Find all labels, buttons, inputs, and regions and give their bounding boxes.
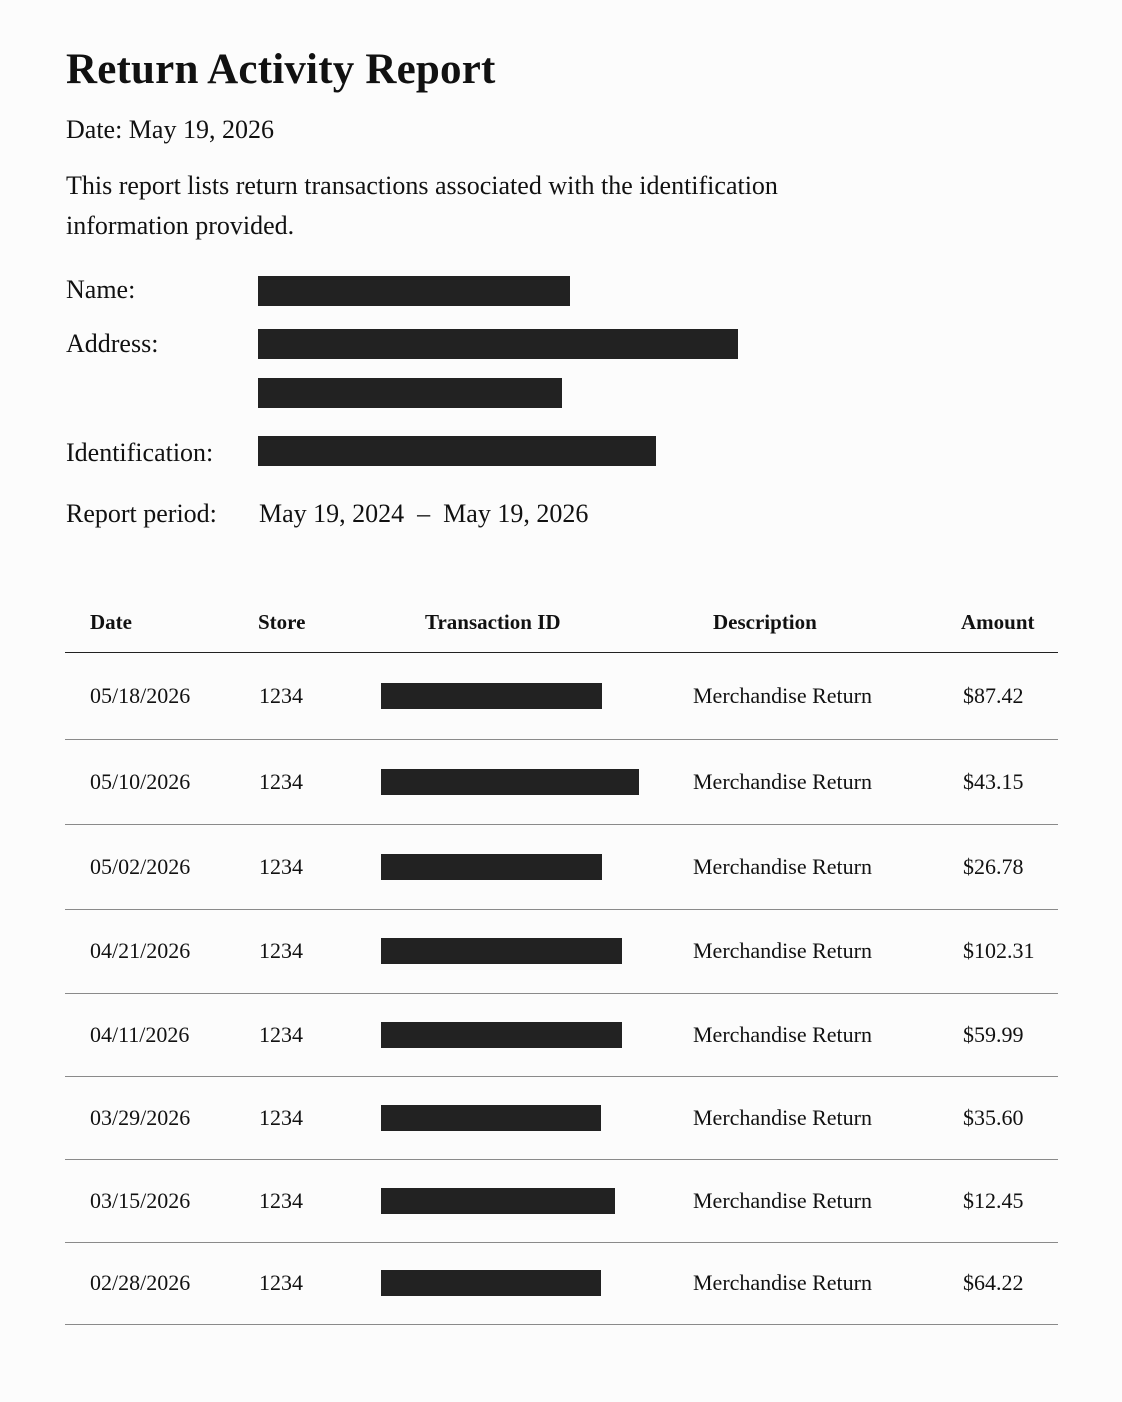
row-date: 03/15/2026 — [90, 1187, 191, 1213]
row-divider — [65, 1324, 1058, 1325]
transaction-id-redaction — [381, 938, 622, 964]
row-store: 1234 — [259, 768, 303, 794]
column-header-transaction-id: Transaction ID — [425, 610, 561, 634]
transaction-id-redaction — [381, 1270, 601, 1296]
address-redaction-line-1 — [258, 329, 738, 359]
row-amount: $26.78 — [963, 853, 1024, 879]
row-divider — [65, 993, 1058, 994]
row-description: Merchandise Return — [693, 1270, 872, 1295]
row-date: 05/18/2026 — [90, 683, 191, 708]
column-header-amount: Amount — [961, 610, 1035, 634]
column-header-description: Description — [713, 610, 817, 634]
name-redaction — [258, 276, 570, 306]
row-amount: $12.45 — [963, 1187, 1024, 1213]
row-description: Merchandise Return — [693, 1187, 872, 1213]
transaction-id-redaction — [381, 1105, 601, 1131]
column-header-store: Store — [258, 610, 306, 634]
identification-redaction — [258, 436, 656, 466]
row-store: 1234 — [259, 853, 303, 879]
transaction-id-redaction — [381, 1188, 615, 1214]
row-description: Merchandise Return — [693, 1021, 872, 1047]
row-description: Merchandise Return — [693, 768, 872, 794]
row-description: Merchandise Return — [693, 1104, 872, 1130]
row-date: 04/21/2026 — [90, 938, 191, 963]
row-store: 1234 — [259, 1187, 303, 1213]
column-header-date: Date — [90, 610, 132, 634]
address-redaction-line-2 — [258, 378, 562, 408]
row-amount: $35.60 — [963, 1104, 1024, 1130]
row-description: Merchandise Return — [693, 853, 872, 879]
row-store: 1234 — [259, 683, 303, 708]
row-date: 05/10/2026 — [90, 768, 191, 794]
row-date: 03/29/2026 — [90, 1104, 191, 1130]
row-store: 1234 — [259, 1021, 303, 1047]
row-divider — [65, 824, 1058, 825]
row-divider — [65, 1076, 1058, 1077]
row-date: 05/02/2026 — [90, 853, 191, 879]
row-divider — [65, 739, 1058, 740]
row-store: 1234 — [259, 938, 303, 963]
name-label: Name: — [66, 275, 136, 304]
transaction-id-redaction — [381, 769, 639, 795]
row-amount: $43.15 — [963, 768, 1024, 794]
report-period-value: May 19, 2024 – May 19, 2026 — [259, 499, 589, 528]
row-store: 1234 — [259, 1270, 303, 1295]
transaction-id-redaction — [381, 854, 602, 880]
transaction-id-redaction — [381, 1022, 622, 1048]
row-date: 04/11/2026 — [90, 1021, 190, 1047]
row-store: 1234 — [259, 1104, 303, 1130]
address-label: Address: — [66, 329, 159, 358]
row-divider — [65, 1242, 1058, 1243]
row-amount: $87.42 — [963, 683, 1024, 708]
identification-label: Identification: — [66, 438, 214, 467]
transaction-id-redaction — [381, 683, 602, 709]
report-date: Date: May 19, 2026 — [66, 115, 274, 144]
row-amount: $102.31 — [963, 938, 1035, 963]
row-divider — [65, 909, 1058, 910]
page-title: Return Activity Report — [66, 46, 496, 93]
row-amount: $59.99 — [963, 1021, 1024, 1047]
row-amount: $64.22 — [963, 1270, 1024, 1295]
row-date: 02/28/2026 — [90, 1270, 191, 1295]
row-description: Merchandise Return — [693, 683, 872, 708]
row-description: Merchandise Return — [693, 938, 872, 963]
header-divider — [65, 652, 1058, 653]
report-period-label: Report period: — [66, 499, 217, 528]
row-divider — [65, 1159, 1058, 1160]
report-intro: This report lists return transactions associated with the identification information provided. — [66, 171, 778, 240]
